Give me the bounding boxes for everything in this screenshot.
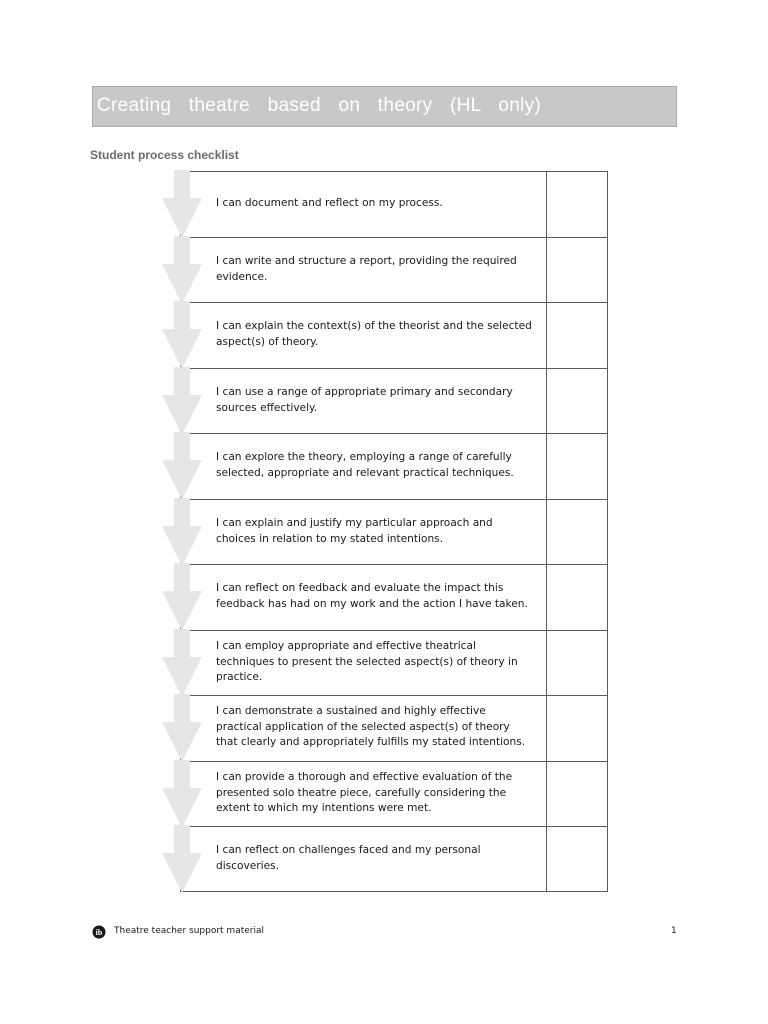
- row-divider: [180, 368, 608, 369]
- checklist-item-text: I can explain the context(s) of the theorist and the selected aspect(s) of theory.: [216, 320, 532, 348]
- row-divider: [180, 564, 608, 565]
- flow-arrow-icon: [162, 170, 202, 240]
- flow-arrow-icon: [162, 760, 202, 830]
- checklist-checkbox-cell[interactable]: [547, 433, 607, 498]
- row-divider: [180, 761, 608, 762]
- checklist-row: [180, 171, 608, 236]
- row-divider: [180, 302, 608, 303]
- page-number: 1: [671, 926, 677, 936]
- checklist-row: [180, 630, 608, 695]
- checklist-item-text: I can employ appropriate and effective theatrical techniques to present the selected aspect(s) of theory in practice.: [216, 640, 518, 684]
- row-divider: [180, 433, 608, 434]
- checklist-row: [180, 761, 608, 826]
- row-divider: [180, 499, 608, 500]
- flow-arrow-icon: [162, 563, 202, 633]
- checklist-row: [180, 564, 608, 629]
- checklist-item-text: I can provide a thorough and effective evaluation of the presented solo theatre piece, carefully considering the extent to which my intentions were met.: [216, 771, 513, 815]
- checklist-item-text: I can reflect on challenges faced and my personal discoveries.: [216, 844, 481, 872]
- checklist-item-text: I can reflect on feedback and evaluate the impact this feedback has had on my work and the action I have taken.: [216, 582, 528, 610]
- flow-arrow-icon: [162, 694, 202, 764]
- flow-arrow-icon: [162, 498, 202, 568]
- checklist-checkbox-cell[interactable]: [547, 564, 607, 629]
- checklist-item-text: I can write and structure a report, providing the required evidence.: [216, 255, 517, 283]
- checklist-checkbox-cell[interactable]: [547, 302, 607, 367]
- title-banner: [92, 86, 677, 127]
- checklist-checkbox-cell[interactable]: [547, 761, 607, 826]
- footer-label: Theatre teacher support material: [114, 926, 264, 936]
- checklist-row: [180, 302, 608, 367]
- checklist-row: [180, 499, 608, 564]
- svg-text:ib: ib: [95, 928, 103, 937]
- ib-logo-icon: [91, 925, 107, 939]
- page-title: Creating theatre based on theory (HL only): [97, 95, 542, 116]
- row-divider: [180, 630, 608, 631]
- row-divider: [180, 695, 608, 696]
- checklist-item-text: I can demonstrate a sustained and highly effective practical application of the selected aspect(s) of theory that clearly and appropriately fulfills my stated intentions.: [216, 705, 526, 749]
- flow-arrow-icon: [162, 236, 202, 306]
- flow-arrow-icon: [162, 367, 202, 437]
- checklist-subtitle: Student process checklist: [90, 148, 239, 162]
- flow-arrow-icon: [162, 432, 202, 502]
- checklist-item-text: I can use a range of appropriate primary and secondary sources effectively.: [216, 386, 513, 414]
- checklist-checkbox-cell[interactable]: [547, 368, 607, 433]
- checklist-checkbox-cell[interactable]: [547, 171, 607, 236]
- flow-arrow-icon: [162, 629, 202, 699]
- row-divider: [180, 237, 608, 238]
- checklist-checkbox-cell[interactable]: [547, 695, 607, 760]
- checklist-row: [180, 237, 608, 302]
- row-divider: [180, 826, 608, 827]
- flow-arrow-icon: [162, 825, 202, 895]
- checklist-checkbox-cell[interactable]: [547, 499, 607, 564]
- checklist-item-text: I can explain and justify my particular approach and choices in relation to my stated intentions.: [216, 517, 493, 545]
- checklist-checkbox-cell[interactable]: [547, 826, 607, 891]
- flow-arrow-icon: [162, 301, 202, 371]
- checklist-row: [180, 433, 608, 498]
- checklist-checkbox-cell[interactable]: [547, 630, 607, 695]
- checklist-checkbox-cell[interactable]: [547, 237, 607, 302]
- checklist-item-text: I can document and reflect on my process.: [216, 196, 443, 209]
- checklist-item-text: I can explore the theory, employing a range of carefully selected, appropriate and relevant practical techniques.: [216, 451, 514, 479]
- checklist-row: [180, 695, 608, 760]
- checklist-row: [180, 826, 608, 891]
- checklist-row: [180, 368, 608, 433]
